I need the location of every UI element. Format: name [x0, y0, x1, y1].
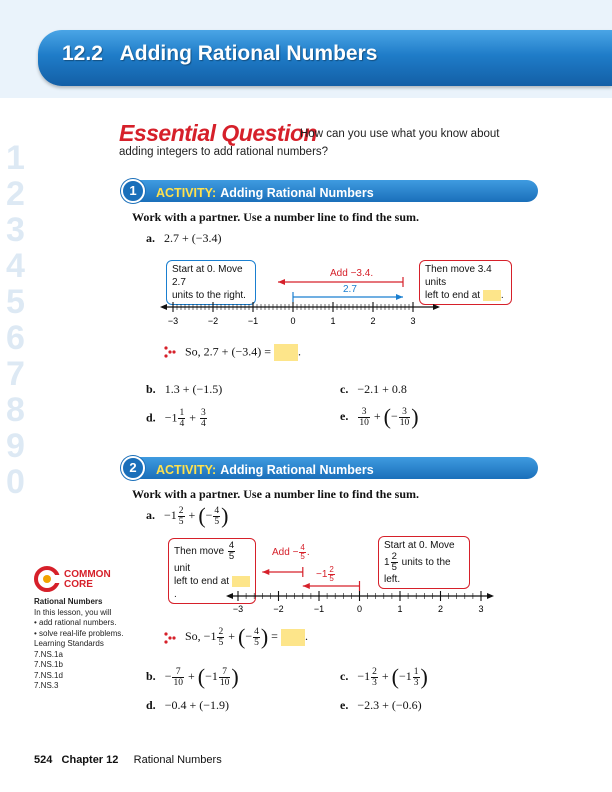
tick-label: 2 [370, 316, 376, 326]
tick-label: −1 [313, 604, 325, 614]
activity1-item-a: a. 2.7 + (−3.4) [146, 231, 222, 245]
tick-label: 3 [478, 604, 484, 614]
side-decorative-digits: 1 2 3 4 5 6 7 8 9 0 [6, 139, 25, 501]
sidebar-text: Rational Numbers In this lesson, you will • add rational numbers. • solve real-life problems. Learning Standards 7.NS.1a 7.NS.1b 7.NS.1d 7.NS.3 [34, 597, 124, 690]
activity2-callout-end: Then move $\frac{4}{5}$ unit left to end at . [168, 538, 256, 604]
activity2-item-c: c. −1 $\frac{2}{3}$ + (−1 $\frac{1}{3}$ ) [340, 664, 428, 689]
tick-label: −2 [273, 604, 284, 614]
common-core-label: COMMON CORE [64, 569, 111, 590]
activity2-add-label: Add − $\frac{4}{5}$ . [272, 543, 310, 561]
activity2-heading: ACTIVITY: Adding Rational Numbers [156, 463, 374, 477]
activity1-callout-start: Start at 0. Move 2.7 units to the right. [166, 260, 256, 305]
activity2-callout-start: Start at 0. Move 1 $\frac{2}{5}$ units to the left. [378, 536, 470, 589]
essential-question-line2: adding integers to add rational numbers? [119, 146, 329, 158]
activity2-instruction: Work with a partner. Use a number line to find the sum. [132, 487, 420, 501]
activity1-ticks [173, 302, 413, 312]
move-label: 2.7 [343, 284, 357, 295]
tick-label: 0 [356, 604, 363, 614]
activity1-number: 1 [121, 179, 145, 203]
activity1-heading: ACTIVITY: Adding Rational Numbers [156, 186, 374, 200]
tick-label: 2 [437, 604, 444, 614]
tick-label: 3 [410, 316, 416, 326]
activity2-number-line [226, 540, 496, 614]
activity1-item-b: b. 1.3 + (−1.5) [146, 382, 223, 396]
essential-question-line1: How can you use what you know about [300, 128, 500, 140]
add-arrow-head [278, 279, 285, 285]
add-arrow-head [262, 569, 269, 575]
common-core-logo-icon [34, 566, 60, 592]
activity1-so-line: So, 2.7 + (−3.4) = . [185, 344, 301, 361]
add-label: Add −3.4. [330, 268, 374, 279]
move-arrow-head [303, 583, 310, 589]
activity1-item-d: d. −1 $\frac{1}{4}$ + $\frac{3}{4}$ [146, 408, 206, 429]
activity1-callout-end: Then move 3.4 units left to end at . [419, 260, 512, 305]
activity1-instruction: Work with a partner. Use a number line to find the sum. [132, 210, 420, 224]
axis-arrow-right [487, 593, 494, 599]
activity2-item-a: a. −1 $\frac{2}{5}$ + (− $\frac{4}{5}$ ) [146, 503, 229, 528]
activity1-item-e: e. $\frac{3}{10}$ + (− $\frac{3}{10}$ ) [340, 404, 419, 429]
tick-label: 0 [290, 316, 296, 326]
activity2-ticks [226, 567, 494, 614]
answer-box[interactable] [281, 629, 305, 646]
tick-label: −1 [247, 316, 259, 326]
essential-question-label: Essential Question [119, 120, 318, 146]
move-arrow-head [396, 294, 403, 300]
activity2-item-b: b. − $\frac{7}{10}$ + (−1 $\frac{7}{10}$ ) [146, 664, 239, 689]
page-footer: 524 Chapter 12 Rational Numbers [34, 754, 222, 766]
arrow-bullet-icon [164, 631, 176, 643]
tick-label: −3 [232, 604, 244, 614]
arrow-bullet-icon [164, 345, 176, 357]
tick-label: 1 [397, 604, 403, 614]
activity2-number: 2 [121, 456, 145, 480]
axis-arrow-left [226, 593, 233, 599]
activity2-move-label: −1 $\frac{2}{5}$ [316, 565, 334, 583]
activity1-item-c: c. −2.1 + 0.8 [340, 382, 407, 396]
answer-box[interactable] [483, 290, 501, 301]
activity1-number-line [160, 262, 440, 332]
activity2-so-line: So, −1 $\frac{2}{5}$ + (− $\frac{4}{5}$ ) = . [185, 624, 308, 649]
tick-label: 1 [330, 316, 336, 326]
activity2-item-d: d. −0.4 + (−1.9) [146, 698, 229, 712]
answer-box[interactable] [274, 344, 298, 361]
activity2-item-e: e. −2.3 + (−0.6) [340, 698, 422, 712]
tick-label: −2 [207, 316, 219, 326]
section-title: 12.2 Adding Rational Numbers [62, 42, 378, 65]
tick-label: −3 [167, 316, 179, 326]
